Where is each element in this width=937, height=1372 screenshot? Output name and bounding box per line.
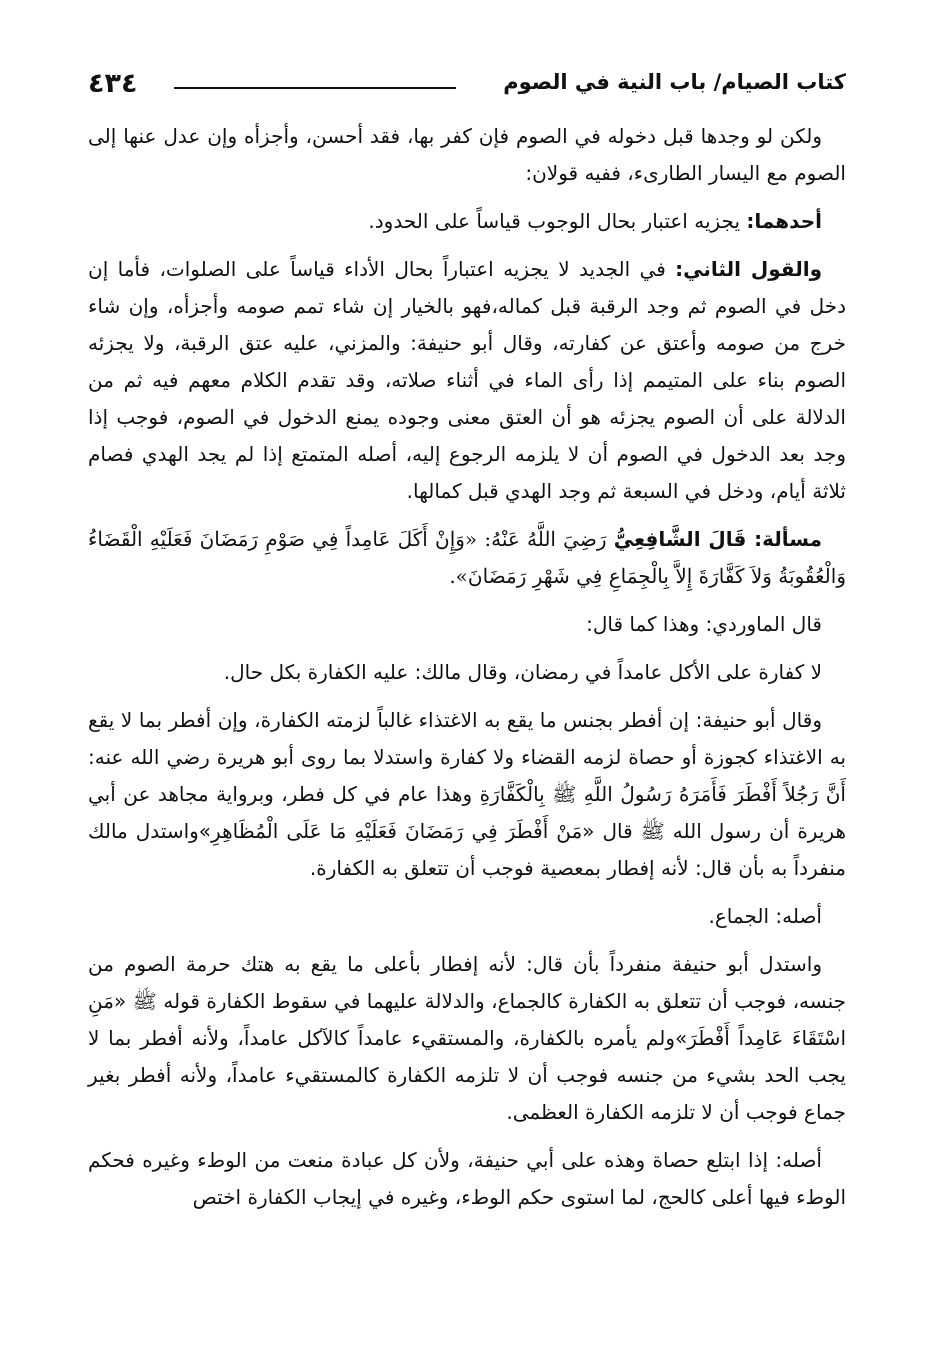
paragraph-text: وقال أبو حنيفة: إن أفطر بجنس ما يقع به الاغتذاء غالباً لزمته الكفارة، وإن أفطر بما لا يقع به الاغتذاء كجوزة أو حصاة لزمه القضاء ولا كفارة واستدلا بما روى أبو هريرة رضي الله عنه: أَنَّ رَجُلاً أَفْطَرَ فَأَمَرَهُ رَسُولُ اللَّهِ ﷺ بِالْكَفَّارَةِ وهذا عام في كل فطر، وبرواية مجاهد عن أبي هريرة أن رسول الله ﷺ قال «مَنْ أَفْطَرَ فِي رَمَضَانَ فَعَلَيْهِ مَا عَلَى الْمُظَاهِرِ»واستدل مالك منفرداً به بأن قال: لأنه إفطار بمعصية فوجب أن تتعلق به الكفارة. — [88, 708, 846, 880]
body-text — [88, 118, 846, 1216]
paragraph-text: أصله: الجماع. — [708, 904, 822, 928]
paragraph-7 — [88, 702, 846, 887]
paragraph-3 — [88, 251, 846, 510]
paragraph-8 — [88, 898, 846, 935]
paragraph-lead: والقول الثاني: — [675, 257, 823, 281]
paragraph-text: واستدل أبو حنيفة منفرداً بأن قال: لأنه إفطار بأعلى ما يقع به هتك حرمة الصوم من جنسه، فوجب أن تتعلق به الكفارة كالجماع، والدلالة عليهما في سقوط الكفارة قوله ﷺ «مَنِ اسْتَقَاءَ عَامِداً أَفْطَرَ»ولم يأمره بالكفارة، والمستقيء عامداً كالآكل عامداً، ولأنه أفطر بما لا يجب الحد بشيء من جنسه فوجب أن لا تلزمه الكفارة كالمستقيء عامداً، ولأنه أفطر بغير جماع فوجب أن لا تلزمه الكفارة العظمى. — [88, 952, 846, 1124]
paragraph-5 — [88, 606, 846, 643]
page-number: ٤٣٤ — [88, 68, 138, 99]
paragraph-lead: مسألة: قَالَ الشَّافِعِيُّ — [613, 527, 822, 551]
paragraph-1 — [88, 118, 846, 192]
paragraph-text: ولكن لو وجدها قبل دخوله في الصوم فإن كفر بها، فقد أحسن، وأجزأه وإن عدل عنها إلى الصوم مع اليسار الطارىء، ففيه قولان: — [88, 124, 846, 185]
paragraph-text: أصله: إذا ابتلع حصاة وهذه على أبي حنيفة، ولأن كل عبادة منعت من الوطء وغيره فحكم الوطء فيها أعلى كالحج، لما استوى حكم الوطء، وغيره في إيجاب الكفارة اختص — [88, 1148, 846, 1209]
paragraph-text: قال الماوردي: وهذا كما قال: — [586, 612, 822, 636]
paragraph-text: في الجديد لا يجزيه اعتباراً بحال الأداء قياساً على الصلوات، فأما إن دخل في الصوم ثم وجد الرقبة قبل كماله،فهو بالخيار إن شاء تمم صومه وأجزأه، وإن شاء خرج من صومه وأعتق عن كفارته، وقال أبو حنيفة: والمزني، عليه عتق الرقبة، ولا يجزئه الصوم بناء على المتيمم إذا رأى الماء في أثناء صلاته، وقد تقدم الكلام معهم فيه ثم من الدلالة على أن الصوم يجزئه هو أن العتق معنى وجوده يمنع الدخول في الصوم، فوجب إذا وجد بعد الدخول في الصوم أن لا يلزمه الرجوع إليه، أصله المتمتع إذا لم يجد الهدي فصام ثلاثة أيام، ودخل في السبعة ثم وجد الهدي قبل كمالها. — [88, 257, 846, 503]
header-title: كتاب الصيام/ باب النية في الصوم — [503, 70, 846, 94]
paragraph-6 — [88, 654, 846, 691]
paragraph-2 — [88, 203, 846, 240]
paragraph-4 — [88, 521, 846, 595]
paragraph-text: يجزيه اعتبار بحال الوجوب قياساً على الحدود. — [368, 209, 741, 233]
paragraph-lead: أحدهما: — [746, 209, 822, 233]
paragraph-10 — [88, 1142, 846, 1216]
paragraph-text: رَضِيَ اللَّهُ عَنْهُ: «وَإِنْ أَكَلَ عَامِداً فِي صَوْمِ رَمَضَانَ فَعَلَيْهِ الْقَضَاءُ وَالْعُقُوبَةُ وَلاَ كَفَّارَةَ إِلاَّ بِالْجِمَاعِ فِي شَهْرِ رَمَضَانَ». — [88, 527, 846, 588]
book-page — [88, 60, 846, 1227]
header-rule — [174, 87, 456, 89]
paragraph-text: لا كفارة على الأكل عامداً في رمضان، وقال مالك: عليه الكفارة بكل حال. — [223, 660, 822, 684]
paragraph-9 — [88, 946, 846, 1131]
running-header — [88, 60, 846, 100]
